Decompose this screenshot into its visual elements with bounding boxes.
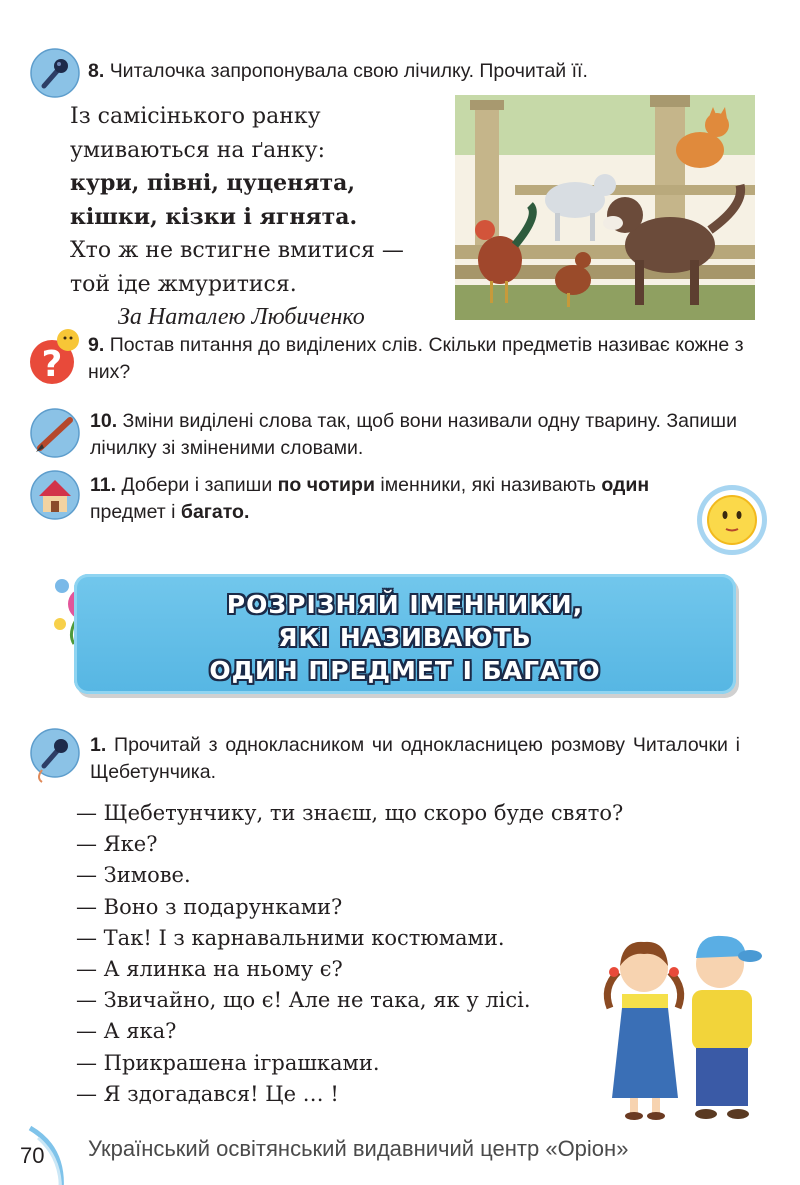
poem (70, 100, 404, 335)
task-11-text-part: іменники, які називають (374, 474, 602, 496)
microphone-icon (28, 728, 86, 784)
poem-line: той іде жмуритися. (70, 271, 297, 297)
dialogue-line: — Щебетунчику, ти знаєш, що скоро буде свято? (76, 801, 624, 825)
microphone-icon (30, 48, 80, 98)
page-number: 70 (20, 1143, 45, 1168)
boy-figure (692, 936, 762, 1119)
dialogue-line: — Воно з подарунками? (76, 894, 343, 919)
girl-figure (607, 942, 680, 1120)
task-8-text: Читалочка запропонувала свою лічилку. Прочитай її. (109, 60, 588, 82)
dialogue (76, 798, 623, 1110)
task-11-bold: по чотири (277, 474, 375, 496)
dialogue-line: — Я здогадався! Це … ! (76, 1081, 339, 1106)
house-icon (30, 470, 80, 520)
svg-text:?: ? (41, 344, 63, 385)
dialogue-line: — А яка? (76, 1019, 177, 1044)
children-illustration (592, 928, 782, 1123)
task-8-number: 8. (88, 60, 105, 82)
section-title-banner (74, 574, 736, 694)
poem-line-highlighted: кішки, кізки і ягнята. (70, 203, 358, 230)
section-title-line: ЯКІ НАЗИВАЮТЬ (278, 623, 532, 652)
task-9-number: 9. (88, 334, 105, 356)
task-1-text: Прочитай з однокласником чи однокласницею розмову Читалочки і Щебетунчика. (90, 734, 740, 783)
task-10-text: Зміни виділені слова так, щоб вони називали одну тварину. Запиши лічилку зі зміненими словами. (90, 410, 737, 459)
question-mark-icon (28, 326, 84, 386)
task-11-bold: один (601, 474, 650, 496)
dialogue-line: — Прикрашена іграшками. (76, 1050, 380, 1075)
task-9-text: Постав питання до виділених слів. Скільки предметів називає кожне з них? (88, 334, 744, 383)
animals-on-porch-illustration (455, 95, 755, 320)
pen-icon (30, 408, 80, 458)
footer-arc-decoration (0, 1110, 90, 1185)
task-10-number: 10. (90, 410, 118, 432)
task-11-number: 11. (90, 474, 117, 496)
task-11-bold: багато. (180, 501, 250, 523)
poem-line: Хто ж не встигне вмитися — (70, 238, 404, 263)
section-title-line: РОЗРІЗНЯЙ ІМЕННИКИ, (226, 590, 584, 619)
task-1-number: 1. (90, 734, 107, 756)
section-title-line: ОДИН ПРЕДМЕТ І БАГАТО (209, 656, 601, 685)
publisher-footer: Український освітянський видавничий центр «Оріон» (88, 1136, 629, 1161)
dialogue-line: — Так! І з карнавальними костюмами. (76, 925, 505, 950)
poem-line-highlighted: кури, півні, цуценята, (70, 170, 356, 196)
dialogue-line: — Яке? (76, 832, 158, 857)
task-11-text-part: Добери і запиши (121, 474, 278, 496)
dialogue-line: — Звичайно, що є! Але не така, як у лісі. (76, 988, 531, 1013)
task-11-text-part: предмет і (90, 501, 181, 523)
poem-author: За Наталею Любиченко (118, 304, 365, 330)
poem-line: умиваються на ґанку: (70, 137, 326, 163)
poem-line: Із самісінького ранку (70, 104, 321, 129)
smiley-face-icon (696, 484, 768, 556)
dialogue-line: — Зимове. (76, 863, 191, 888)
dialogue-line: — А ялинка на ньому є? (76, 957, 343, 982)
